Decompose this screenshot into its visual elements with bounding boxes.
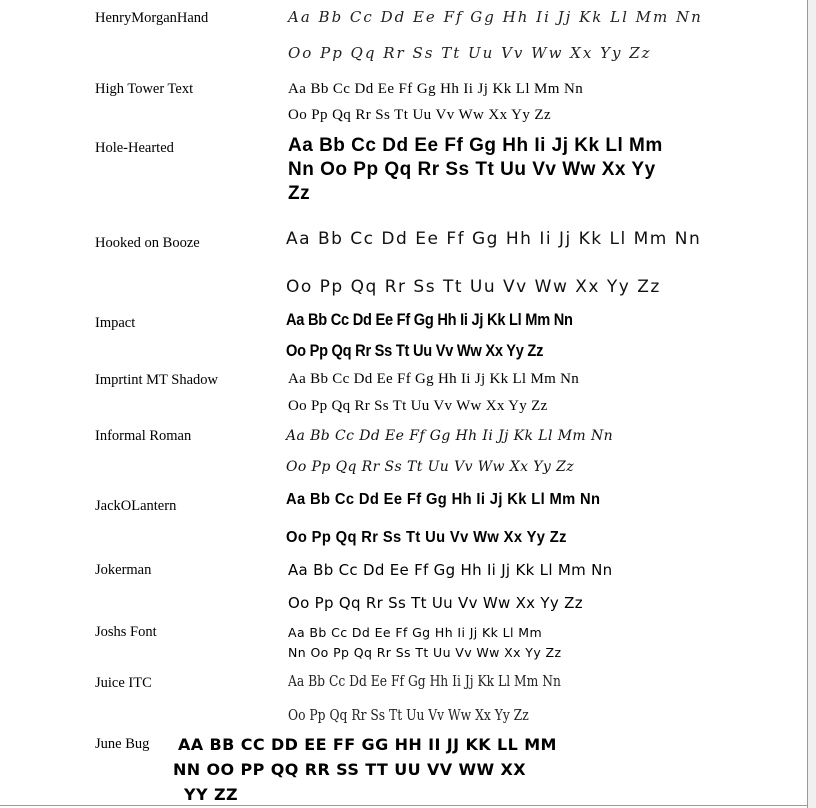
font-name-joshs-font: Joshs Font (95, 624, 157, 640)
sample-line: Zz (288, 183, 311, 204)
font-name-juice-itc: Juice ITC (95, 675, 152, 691)
page-right-edge (807, 0, 808, 808)
sample-line: Oo Pp Qq Rr Ss Tt Uu Vv Ww Xx Yy Zz (286, 529, 567, 546)
sample-line: Oo Pp Qq Rr Ss Tt Uu Vv Ww Xx Yy Zz (288, 706, 529, 724)
font-name-jokerman: Jokerman (95, 562, 152, 578)
sample-line: Aa Bb Cc Dd Ee Ff Gg Hh Ii Jj Kk Ll Mm Nn (286, 229, 702, 249)
font-name-jackolantern: JackOLantern (95, 498, 177, 514)
font-name-imprint-mt-shadow: Imprtint MT Shadow (95, 372, 218, 388)
sample-line: Oo Pp Qq Rr Ss Tt Uu Vv Ww Xx Yy Zz (288, 44, 652, 62)
sample-line: Aa Bb Cc Dd Ee Ff Gg Hh Ii Jj Kk Ll Mm Nn (286, 491, 601, 508)
sample-line: NN OO PP QQ RR SS TT UU VV WW XX (173, 760, 527, 779)
font-name-informal-roman: Informal Roman (95, 428, 192, 444)
sample-line: Aa Bb Cc Dd Ee Ff Gg Hh Ii Jj Kk Ll Mm Nn (286, 428, 614, 444)
sample-line: Oo Pp Qq Rr Ss Tt Uu Vv Ww Xx Yy Zz (286, 277, 661, 297)
font-name-june-bug: June Bug (95, 736, 150, 752)
sample-line: Aa Bb Cc Dd Ee Ff Gg Hh Ii Jj Kk Ll Mm Nn (288, 371, 580, 387)
sample-line: Aa Bb Cc Dd Ee Ff Gg Hh Ii Jj Kk Ll Mm (288, 135, 663, 156)
sample-line: Oo Pp Qq Rr Ss Tt Uu Vv Ww Xx Yy Zz (288, 594, 583, 612)
sample-line: Oo Pp Qq Rr Ss Tt Uu Vv Ww Xx Yy Zz (288, 398, 548, 414)
font-name-impact: Impact (95, 315, 136, 331)
font-name-hole-hearted: Hole-Hearted (95, 140, 174, 156)
sample-line: Aa Bb Cc Dd Ee Ff Gg Hh Ii Jj Kk Ll Mm (288, 625, 543, 640)
window-gutter (808, 0, 816, 808)
sample-line: Oo Pp Qq Rr Ss Tt Uu Vv Ww Xx Yy Zz (286, 341, 544, 360)
font-name-henrymorganhand: HenryMorganHand (95, 10, 209, 26)
sample-line: Aa Bb Cc Dd Ee Ff Gg Hh Ii Jj Kk Ll Mm Nn (288, 672, 561, 690)
sample-line: Aa Bb Cc Dd Ee Ff Gg Hh Ii Jj Kk Ll Mm Nn (288, 561, 613, 579)
sample-line: Aa Bb Cc Dd Ee Ff Gg Hh Ii Jj Kk Ll Mm Nn (286, 310, 573, 329)
sample-line: Oo Pp Qq Rr Ss Tt Uu Vv Ww Xx Yy Zz (286, 459, 574, 475)
sample-line: AA BB CC DD EE FF GG HH II JJ KK LL MM (178, 735, 557, 754)
sample-line: YY ZZ (184, 785, 238, 804)
sample-line: Nn Oo Pp Qq Rr Ss Tt Uu Vv Ww Xx Yy Zz (288, 645, 562, 660)
sample-line: Aa Bb Cc Dd Ee Ff Gg Hh Ii Jj Kk Ll Mm Nn (288, 8, 703, 26)
font-name-high-tower-text: High Tower Text (95, 81, 194, 97)
font-name-hooked-on-booze: Hooked on Booze (95, 235, 200, 251)
sample-line: Aa Bb Cc Dd Ee Ff Gg Hh Ii Jj Kk Ll Mm Nn (288, 81, 584, 97)
sample-line: Nn Oo Pp Qq Rr Ss Tt Uu Vv Ww Xx Yy (288, 159, 656, 180)
sample-line: Oo Pp Qq Rr Ss Tt Uu Vv Ww Xx Yy Zz (288, 107, 552, 123)
page-bottom-edge (0, 805, 808, 806)
